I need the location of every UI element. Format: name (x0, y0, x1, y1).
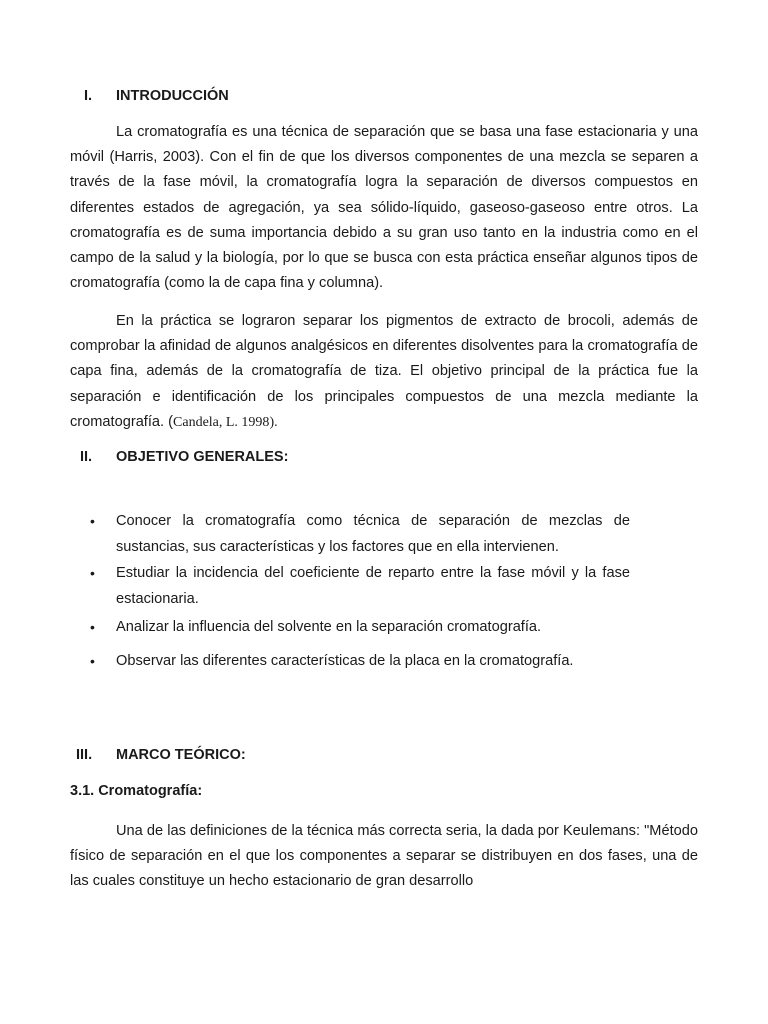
objective-text: Observar las diferentes características de la placa en la cromatografía. (116, 653, 574, 669)
section-title: OBJETIVO GENERALES: (116, 449, 289, 465)
section-number: I. (84, 88, 93, 104)
objective-text: Conocer la cromatografía como técnica de separación de mezclas de sustancias, sus características y los factores que en ella intervienen. (116, 513, 630, 555)
section-number: III. (76, 747, 93, 763)
section-title: MARCO TEÓRICO: (116, 747, 246, 763)
section-title: INTRODUCCIÓN (116, 88, 229, 104)
section-heading-marco-teorico (76, 747, 396, 767)
list-item (90, 614, 630, 640)
objective-text: Estudiar la incidencia del coeficiente de reparto entre la fase móvil y la fase estacionaria. (116, 565, 630, 607)
citation-close: ). (269, 414, 278, 430)
bullet-icon: • (90, 565, 95, 581)
list-item (90, 648, 630, 674)
intro-paragraph-2-text: En la práctica se lograron separar los pigmentos de extracto de brocoli, además de comprobar la afinidad de algunos analgésicos en diferentes disolventes para la cromatografía de capa fina, además de la cromatografía de tiza. El objetivo principal de la práctica fue la separación e identificación de los principales compuestos de una mezcla mediante la cromatografía. ( (70, 313, 698, 430)
section-number: II. (80, 449, 93, 465)
citation: Candela, L. 1998 (173, 414, 270, 430)
intro-paragraph-1: La cromatografía es una técnica de separación que se basa una fase estacionaria y una móvil (Harris, 2003). Con el fin de que los diversos componentes de una mezcla se separen a través de la fase móvil, la cromatografía logra la separación de diversos compuestos en diferentes estados de agregación, ya sea sólido-líquido, gaseoso-gaseoso entre otros. La cromatografía es de suma importancia debido a su gran uso tanto en la industria como en el campo de la salud y la biología, por lo que se busca con esta práctica enseñar algunos tipos de cromatografía (como la de capa fina y columna). (70, 124, 698, 292)
bullet-icon: • (90, 653, 95, 669)
section-heading-objetivos (80, 449, 400, 469)
bullet-icon: • (90, 619, 95, 635)
objective-text: Analizar la influencia del solvente en la separación cromatografía. (116, 619, 542, 635)
objectives-list (90, 508, 630, 674)
subsection-heading: 3.1. Cromatografía: (70, 783, 203, 799)
marco-paragraph-1: Una de las definiciones de la técnica más correcta seria, la dada por Keulemans: "Método físico de separación en el que los componentes a separar se distribuyen en dos fases, una de las cuales constituye un hecho estacionario de gran desarrollo (70, 823, 698, 890)
section-heading-introduccion (84, 88, 384, 108)
bullet-icon: • (90, 513, 95, 529)
intro-paragraph-2 (70, 309, 698, 435)
list-item (90, 560, 630, 612)
list-item (90, 508, 630, 560)
